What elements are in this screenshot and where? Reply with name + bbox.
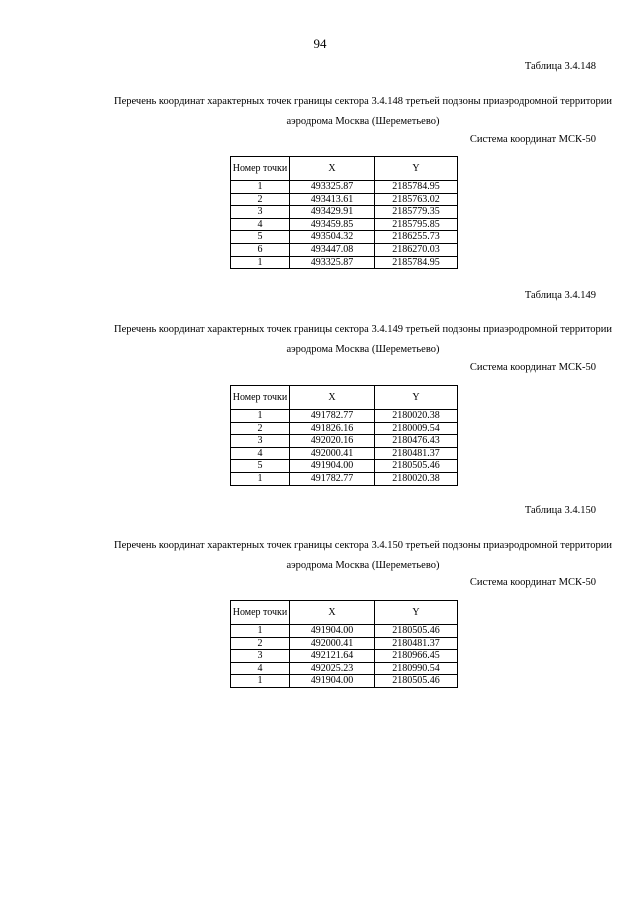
cell-x: 491826.16 [290,422,375,435]
cell-point-number: 1 [231,181,290,194]
table-label: Таблица 3.4.149 [524,290,596,301]
cell-point-number: 2 [231,422,290,435]
cell-point-number: 2 [231,193,290,206]
cell-y: 2185763.02 [375,193,458,206]
cell-x: 493504.32 [290,231,375,244]
cell-point-number: 4 [231,218,290,231]
coordinates-table [230,385,458,486]
coordinates-table [230,600,458,688]
cell-x: 491782.77 [290,472,375,485]
table-caption: Перечень координат характерных точек границы сектора 3.4.148 третьей подзоны приаэродромной территории аэродрома Москва (Шереметьево) [114,96,612,127]
cell-point-number: 5 [231,231,290,244]
table-row [231,435,458,448]
cell-x: 493447.08 [290,243,375,256]
table-caption: Перечень координат характерных точек границы сектора 3.4.149 третьей подзоны приаэродромной территории аэродрома Москва (Шереметьево) [114,324,612,355]
cell-x: 491904.00 [290,625,375,638]
cell-y: 2185784.95 [375,256,458,269]
table-header-row [231,157,458,181]
table-row [231,218,458,231]
cell-y: 2180476.43 [375,435,458,448]
table-header-row [231,386,458,410]
cell-y: 2186255.73 [375,231,458,244]
table-row [231,460,458,473]
cell-y: 2185779.35 [375,206,458,219]
cell-x: 493325.87 [290,256,375,269]
cell-x: 493429.91 [290,206,375,219]
cell-point-number: 3 [231,435,290,448]
table-caption: Перечень координат характерных точек границы сектора 3.4.150 третьей подзоны приаэродромной территории аэродрома Москва (Шереметьево) [114,540,612,571]
header-point-number: Номер точки [231,157,290,181]
cell-point-number: 1 [231,410,290,423]
table-row [231,256,458,269]
cell-y: 2180020.38 [375,410,458,423]
coordinate-system-label: Система координат МСК-50 [469,134,596,145]
cell-point-number: 4 [231,447,290,460]
cell-y: 2180505.46 [375,625,458,638]
cell-y: 2185795.85 [375,218,458,231]
table-row [231,650,458,663]
table-row [231,206,458,219]
header-point-number: Номер точки [231,601,290,625]
cell-y: 2180505.46 [375,675,458,688]
cell-x: 491904.00 [290,675,375,688]
table-row [231,472,458,485]
table-row [231,637,458,650]
table-row [231,243,458,256]
cell-point-number: 1 [231,625,290,638]
cell-y: 2180505.46 [375,460,458,473]
cell-x: 491904.00 [290,460,375,473]
table-row [231,193,458,206]
cell-point-number: 1 [231,472,290,485]
cell-point-number: 2 [231,637,290,650]
cell-y: 2180020.38 [375,472,458,485]
cell-x: 492025.23 [290,662,375,675]
cell-x: 493459.85 [290,218,375,231]
header-y: Y [375,601,458,625]
cell-y: 2180966.45 [375,650,458,663]
coordinate-system-label: Система координат МСК-50 [469,577,596,588]
header-y: Y [375,386,458,410]
cell-y: 2180009.54 [375,422,458,435]
cell-x: 493413.61 [290,193,375,206]
cell-point-number: 6 [231,243,290,256]
cell-point-number: 3 [231,206,290,219]
header-x: X [290,157,375,181]
header-y: Y [375,157,458,181]
header-x: X [290,386,375,410]
cell-x: 492020.16 [290,435,375,448]
cell-x: 492000.41 [290,447,375,460]
table-row [231,675,458,688]
cell-point-number: 4 [231,662,290,675]
coordinate-system-label: Система координат МСК-50 [469,362,596,373]
cell-x: 491782.77 [290,410,375,423]
cell-y: 2180990.54 [375,662,458,675]
table-label: Таблица 3.4.148 [524,61,596,72]
header-point-number: Номер точки [231,386,290,410]
cell-x: 492000.41 [290,637,375,650]
cell-y: 2180481.37 [375,447,458,460]
cell-point-number: 1 [231,256,290,269]
table-row [231,422,458,435]
page-number: 94 [313,36,327,51]
cell-point-number: 5 [231,460,290,473]
table-row [231,410,458,423]
cell-x: 493325.87 [290,181,375,194]
cell-y: 2186270.03 [375,243,458,256]
table-row [231,231,458,244]
coordinates-table [230,156,458,269]
header-x: X [290,601,375,625]
cell-point-number: 1 [231,675,290,688]
table-row [231,447,458,460]
table-row [231,662,458,675]
table-row [231,181,458,194]
table-label: Таблица 3.4.150 [524,505,596,516]
cell-point-number: 3 [231,650,290,663]
cell-y: 2180481.37 [375,637,458,650]
cell-y: 2185784.95 [375,181,458,194]
table-header-row [231,601,458,625]
cell-x: 492121.64 [290,650,375,663]
table-row [231,625,458,638]
